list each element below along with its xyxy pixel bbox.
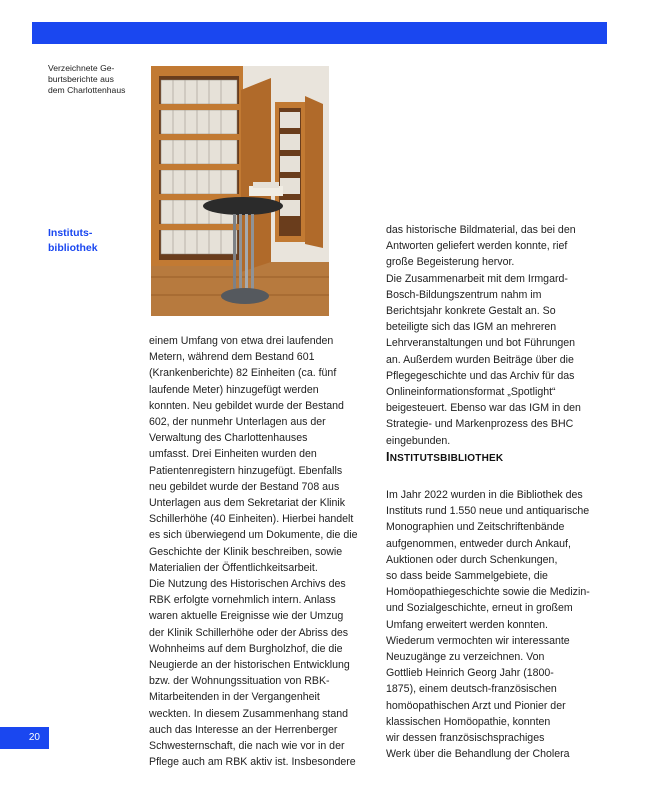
text-line: eingebunden.: [386, 434, 451, 447]
text-line: neu gebildet wurde der Bestand 708 aus: [149, 480, 340, 493]
text-line: Patientenregistern hinzugefügt. Ebenfalls: [149, 464, 343, 477]
text-line: (Krankenberichte) 82 Einheiten (ca. fünf: [149, 367, 337, 380]
text-line: Strategie- und Markenprozess des BHC: [386, 418, 574, 431]
caption-line: Verzeichnete Ge-: [48, 63, 115, 73]
side-heading: [48, 226, 128, 256]
text-line: beteiligte sich das IGM an mehreren: [386, 321, 557, 334]
section-heading-initial: I: [386, 450, 390, 464]
text-line: Neuzugänge zu verzeichnen. Von: [386, 651, 545, 664]
text-line: große Begeisterung hervor.: [386, 256, 515, 269]
text-line: homöopathischen Arzt und Pionier der: [386, 699, 566, 712]
text-line: Verwaltung des Charlottenhauses: [149, 432, 308, 445]
side-heading-line: Instituts-: [48, 227, 93, 239]
text-line: Antworten geliefert werden konnte, rief: [386, 240, 568, 253]
text-line: Schwesternschaft, die nach wie vor in der: [149, 740, 345, 753]
page-number: 20: [0, 727, 49, 749]
text-line: Instituts rund 1.550 neue und antiquarische: [386, 505, 590, 518]
text-line: so dass beide Sammelgebiete, die: [386, 570, 548, 583]
text-line: Berichtsjahr konkrete Gestalt an. So: [386, 305, 556, 318]
text-line: bzw. der Wohnungssituation von RBK-: [149, 675, 330, 688]
text-line: an. Außerdem wurden Beiträge über die: [386, 353, 574, 366]
text-line: Pflege auch am RBK aktiv ist. Insbesondere: [149, 756, 356, 769]
text-line: Neugierde an der historischen Entwicklung: [149, 659, 350, 672]
text-line: Die Nutzung des Historischen Archivs des: [149, 578, 346, 591]
text-line: auch das Interesse an der Herrenberger: [149, 723, 338, 736]
section-heading-rest: NSTITUTSBIBLIOTHEK: [389, 453, 504, 464]
text-line: klassischen Homöopathie, konnten: [386, 715, 551, 728]
header-color-bar: [32, 22, 607, 44]
text-line: das historische Bildmaterial, das bei den: [386, 224, 576, 236]
archive-shelves-photo: [151, 66, 329, 316]
text-line: weckten. In diesem Zusammenhang stand: [149, 707, 349, 720]
text-line: Im Jahr 2022 wurden in die Bibliothek des: [386, 489, 583, 501]
text-line: wir dessen französischsprachiges: [386, 732, 545, 745]
text-line: Gottlieb Heinrich Georg Jahr (1800-: [386, 667, 554, 680]
text-line: konnten. Neu gebildet wurde der Bestand: [149, 399, 344, 412]
text-line: umfasst. Drei Einheiten wurden den: [149, 448, 317, 461]
text-line: RBK erfolgte vornehmlich intern. Anlass: [149, 594, 336, 607]
figure-caption: [48, 63, 148, 96]
text-line: Die Zusammenarbeit mit dem Irmgard-: [386, 272, 568, 285]
body-column-right-bottom: [386, 487, 611, 762]
caption-line: dem Charlottenhaus: [48, 85, 126, 95]
text-line: Onlineinformationsformat „Spotlight“: [386, 386, 556, 399]
section-heading: [386, 450, 503, 464]
text-line: Monographien und Zeitschriftenbände: [386, 521, 565, 534]
text-line: 602, der nunmehr Unterlagen aus der: [149, 416, 326, 429]
text-line: Umfang erweitert werden konnten.: [386, 618, 548, 631]
text-line: einem Umfang von etwa drei laufenden: [149, 335, 334, 347]
text-line: Auktionen oder durch Schenkungen,: [386, 553, 558, 566]
text-line: laufende Meter) hinzugefügt werden: [149, 383, 319, 396]
text-line: 1875), einem deutsch-französischen: [386, 683, 557, 696]
text-line: es sich überwiegend um Dokumente, die die: [149, 529, 358, 542]
text-line: aufgenommen, entweder durch Ankauf,: [386, 537, 571, 550]
text-line: Unterlagen aus dem Sekretariat der Klinik: [149, 497, 346, 510]
text-line: Homöopathiegeschichte sowie die Medizin-: [386, 586, 590, 599]
text-line: Wohnheims auf dem Burgholzhof, die die: [149, 642, 343, 655]
text-line: Schillerhöhe (40 Einheiten). Hierbei handelt: [149, 513, 354, 526]
text-line: waren aktuelle Ereignisse wie der Umzug: [149, 610, 344, 623]
text-line: Geschichte der Klinik beschreiben, sowie: [149, 545, 343, 558]
caption-line: burtsberichte aus: [48, 74, 114, 84]
text-line: Werk über die Behandlung der Cholera: [386, 748, 570, 761]
text-line: und Sozialgeschichte, erneut in großem: [386, 602, 573, 615]
text-line: Pflegegeschichte und das Archiv für das: [386, 369, 575, 382]
text-line: Wiederum vermochten wir interessante: [386, 634, 570, 647]
text-line: beigesteuert. Ebenso war das IGM in den: [386, 402, 581, 415]
side-heading-line: bibliothek: [48, 242, 98, 254]
text-line: der Klinik Schillerhöhe oder der Abriss des: [149, 626, 349, 639]
body-column-left: [149, 333, 374, 770]
body-column-right-top: [386, 222, 611, 449]
text-line: Bosch-Bildungszentrum nahm im: [386, 288, 542, 301]
text-line: Mitarbeitenden in der Vergangenheit: [149, 691, 320, 704]
text-line: Metern, während dem Bestand 601: [149, 351, 315, 364]
text-line: Lehrveranstaltungen und bot Führungen: [386, 337, 576, 350]
text-line: Materialien der Öffentlichkeitsarbeit.: [149, 561, 318, 574]
